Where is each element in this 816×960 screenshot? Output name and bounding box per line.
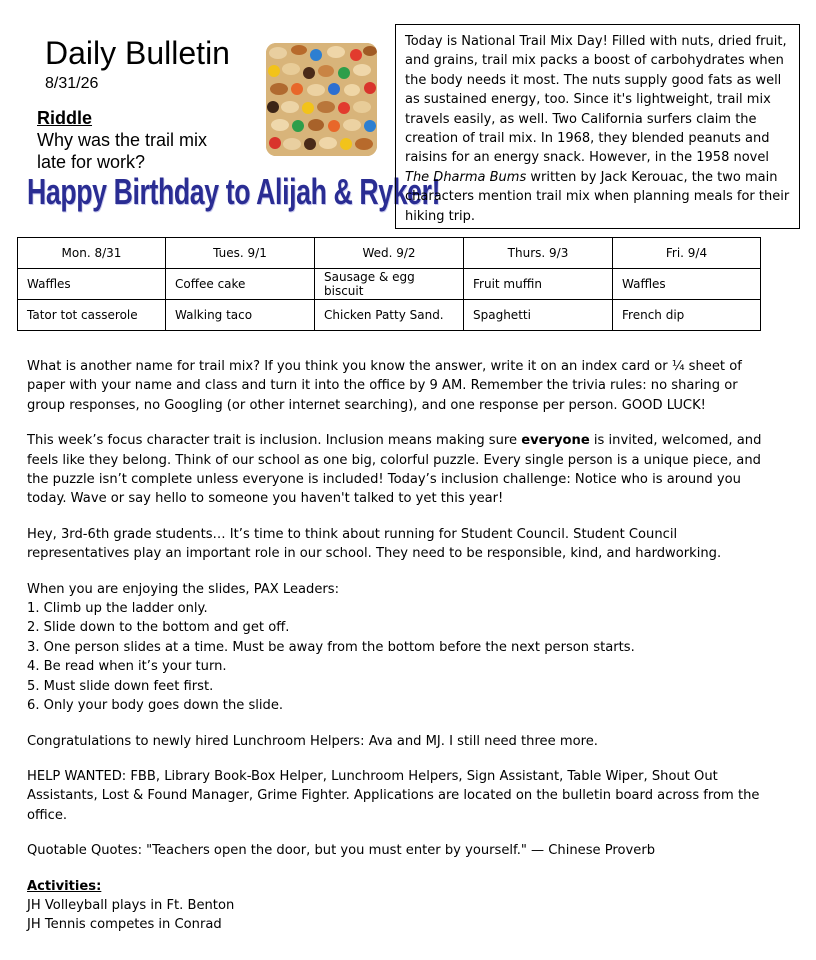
menu-day: Tues. 9/1: [166, 238, 315, 269]
trivia-paragraph: What is another name for trail mix? If you think you know the answer, write it on an index card or ¼ sheet of paper with your name and class and turn it into the office by 9 AM. Remember the trivia rules: no sharing or group responses, no Googling (or other internet searching), and one response per person. GOOD LUCK!: [27, 359, 742, 413]
inclusion-text-before: This week’s focus character trait is inclusion. Inclusion means making sure: [27, 433, 522, 449]
slide-rules-intro: When you are enjoying the slides, PAX Leaders:: [27, 581, 340, 597]
student-council-paragraph: Hey, 3rd-6th grade students… It’s time to think about running for Student Council. Student Council representatives play an important role in our school. They need to be responsible, kind, and hardworking.: [27, 526, 722, 562]
quote-paragraph: Quotable Quotes: "Teachers open the door, but you must enter by yourself." — Chinese Proverb: [27, 843, 656, 859]
menu-day: Thurs. 9/3: [464, 238, 613, 269]
slide-rule: 6. Only your body goes down the slide.: [27, 698, 284, 714]
trail-mix-text-part2: written by Jack Kerouac, the two main characters mention trail mix when planning meals for their hiking trip.: [405, 169, 790, 224]
menu-cell: Spaghetti: [464, 300, 613, 331]
inclusion-text-after: is invited, welcomed, and feels like they belong. Think of our school as one big, colorful puzzle. Every single person is a unique piece, and the puzzle isn’t complete unless everyone is included! Today’s inclusion challenge: Notice who is around you today. Wave or say hello to someone you haven't talked to yet this year!: [27, 433, 762, 507]
inclusion-paragraph: [27, 431, 772, 509]
menu-cell: Waffles: [613, 269, 761, 300]
activities-section: [27, 877, 772, 935]
bulletin-date: 8/31/26: [45, 75, 99, 92]
activity-item: JH Volleyball plays in Ft. Benton: [27, 897, 235, 913]
slide-rule: 2. Slide down to the bottom and get off.: [27, 620, 290, 636]
book-title: The Dharma Bums: [405, 169, 527, 185]
trail-mix-photo: [266, 43, 377, 156]
trail-mix-day-box: [395, 24, 800, 229]
slide-rules: [27, 580, 772, 716]
help-wanted-paragraph: HELP WANTED: FBB, Library Book-Box Helper, Lunchroom Helpers, Sign Assistant, Table Wiper, Shout Out Assistants, Lost & Found Manager, Grime Fighter. Applications are located on the bulletin board across from the office.: [27, 768, 760, 823]
menu-cell: Sausage & egg biscuit: [315, 269, 464, 300]
menu-day: Fri. 9/4: [613, 238, 761, 269]
trail-mix-image: [266, 43, 377, 156]
menu-day: Wed. 9/2: [315, 238, 464, 269]
trail-mix-text-part1: Today is National Trail Mix Day! Filled with nuts, dried fruit, and grains, trail mix packs a boost of carbohydrates when the body needs it most. The nuts supply good fats as well as sustained energy, too. Since it's lightweight, trail mix travels easily, as well. Two California surfers claim the creation of trail mix. In 1968, they blended peanuts and raisins for an energy snack. However, in the 1958 novel: [405, 34, 787, 166]
slide-rule: 1. Climb up the ladder only.: [27, 601, 208, 617]
slide-rule: 4. Be read when it’s your turn.: [27, 659, 227, 675]
menu-day: Mon. 8/31: [18, 238, 166, 269]
menu-cell: Tator tot casserole: [18, 300, 166, 331]
weekly-menu-table: [17, 237, 761, 331]
menu-cell: Coffee cake: [166, 269, 315, 300]
activity-item: JH Tennis competes in Conrad: [27, 917, 222, 933]
menu-lunch-row: [18, 300, 761, 331]
menu-days-row: [18, 238, 761, 269]
bulletin-body: [27, 357, 772, 951]
menu-breakfast-row: [18, 269, 761, 300]
riddle-question: Why was the trail mix late for work?: [37, 130, 208, 172]
inclusion-emphasis: everyone: [521, 433, 590, 449]
menu-cell: Fruit muffin: [464, 269, 613, 300]
riddle-heading: Riddle: [37, 108, 93, 128]
menu-cell: Walking taco: [166, 300, 315, 331]
birthday-banner: Happy Birthday to Alijah & Ryker!: [27, 171, 441, 212]
menu-cell: Chicken Patty Sand.: [315, 300, 464, 331]
activities-heading: Activities:: [27, 878, 102, 894]
lunchroom-helpers-paragraph: Congratulations to newly hired Lunchroom Helpers: Ava and MJ. I still need three more.: [27, 733, 598, 749]
slide-rule: 3. One person slides at a time. Must be away from the bottom before the next person starts.: [27, 639, 635, 655]
menu-cell: French dip: [613, 300, 761, 331]
menu-cell: Waffles: [18, 269, 166, 300]
slide-rule: 5. Must slide down feet first.: [27, 678, 214, 694]
page-title: Daily Bulletin: [45, 35, 230, 71]
